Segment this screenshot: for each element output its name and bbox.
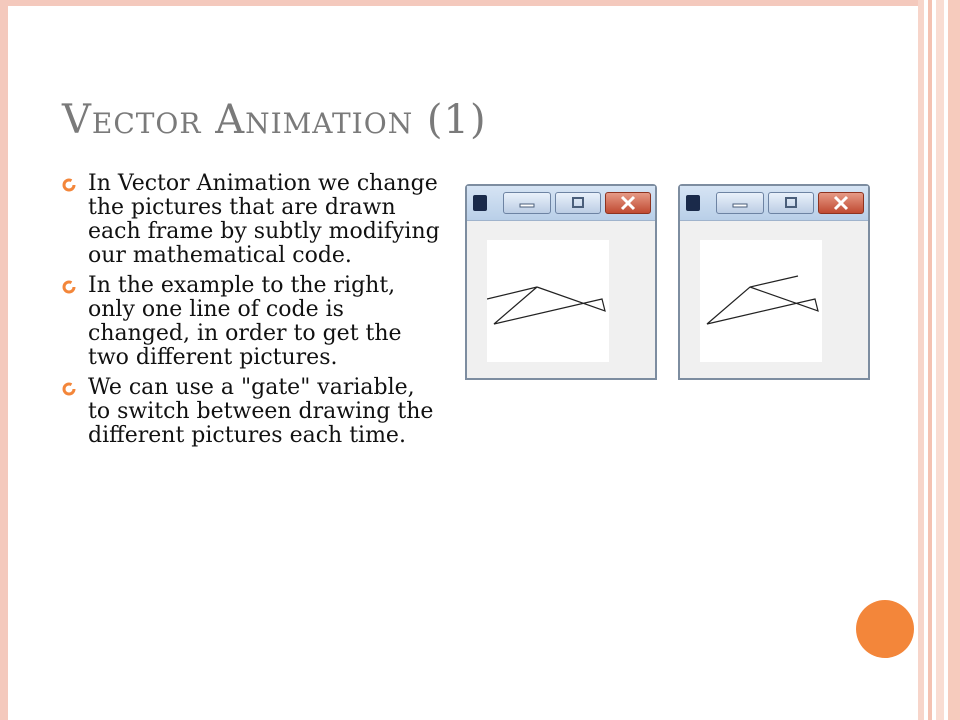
left-border-stripe <box>0 0 8 720</box>
accent-circle <box>856 600 914 658</box>
bullet-list <box>62 172 442 454</box>
minimize-button[interactable] <box>503 192 551 214</box>
slide-title <box>62 97 487 143</box>
ring-bullet-icon <box>62 382 76 396</box>
window-titlebar[interactable] <box>467 186 655 221</box>
title-suffix: (1) <box>426 97 487 143</box>
sketch-canvas <box>700 240 822 362</box>
sketch-window-1 <box>465 184 657 380</box>
title-word: nimation <box>245 97 414 143</box>
ring-bullet-icon <box>62 178 76 192</box>
title-initial: V <box>62 97 92 143</box>
ring-bullet-icon <box>62 280 76 294</box>
right-decor-stripe <box>918 0 924 720</box>
minimize-icon <box>717 193 763 213</box>
processing-app-icon <box>686 195 700 211</box>
maximize-button[interactable] <box>768 192 814 214</box>
maximize-icon <box>556 193 600 213</box>
right-decor-stripe <box>928 0 932 720</box>
minimize-icon <box>504 193 550 213</box>
bullet-text: In the example to the right, only one line of code is changed, in order to get the two different pictures. <box>88 273 402 370</box>
window-titlebar[interactable] <box>680 186 868 221</box>
vector-drawing <box>700 240 822 362</box>
bullet-item <box>62 274 442 370</box>
close-button[interactable] <box>605 192 651 214</box>
minimize-button[interactable] <box>716 192 764 214</box>
bullet-text: In Vector Animation we change the pictures that are drawn each frame by subtly modifying our mathematical code. <box>88 171 440 268</box>
bullet-item <box>62 376 442 448</box>
bullet-item <box>62 172 442 268</box>
processing-app-icon <box>473 195 487 211</box>
right-decor-stripe <box>948 0 960 720</box>
close-icon <box>606 193 650 213</box>
maximize-icon <box>769 193 813 213</box>
bullet-text: We can use a "gate" variable, to switch between drawing the different pictures each time. <box>88 375 434 448</box>
vector-drawing <box>487 240 609 362</box>
right-decor-stripe <box>936 0 944 720</box>
title-initial: A <box>215 97 246 143</box>
close-icon <box>819 193 863 213</box>
title-word: ector <box>91 97 202 143</box>
close-button[interactable] <box>818 192 864 214</box>
maximize-button[interactable] <box>555 192 601 214</box>
sketch-window-2 <box>678 184 870 380</box>
sketch-canvas <box>487 240 609 362</box>
top-border-stripe <box>0 0 920 6</box>
